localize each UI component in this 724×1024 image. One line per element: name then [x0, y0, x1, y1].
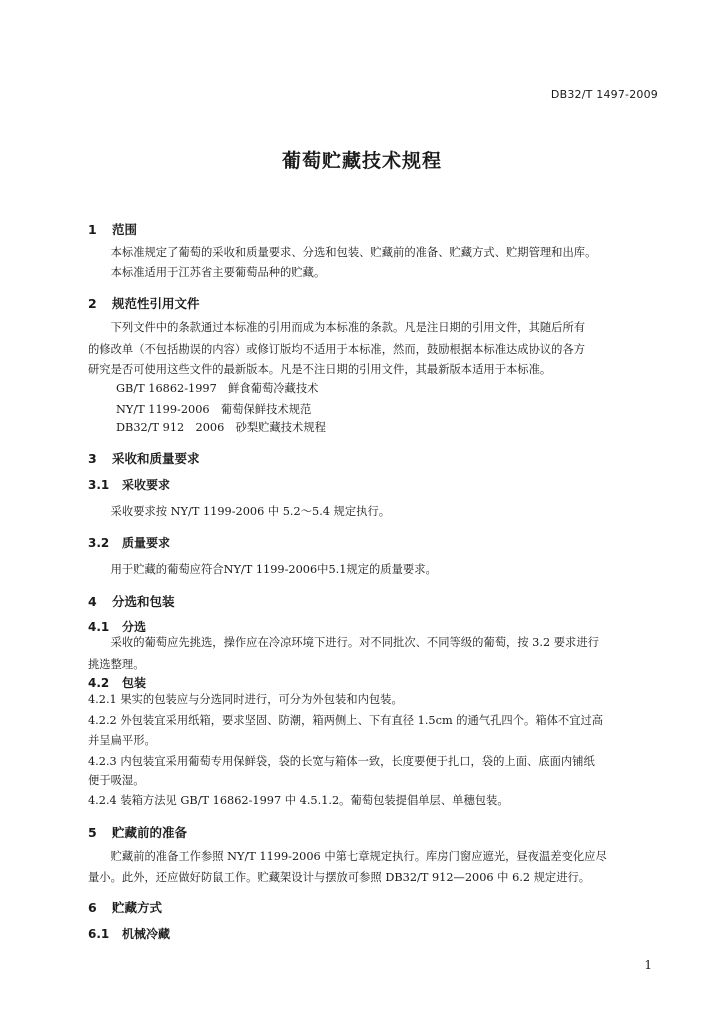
section-5-line-2: 量小。此外，还应做好防鼠工作。贮藏架设计与摆放可参照 DB32/T 912—2006 中 6.2 规定进行。: [88, 871, 591, 884]
clause-4-2-3-line-1: 4.2.3 内包装宜采用葡萄专用保鲜袋，袋的长宽与箱体一致，长度要便于扎口，袋的上面、底面内铺纸: [88, 755, 595, 768]
section-3-heading: 3 采收和质量要求: [88, 451, 200, 466]
section-2-heading: 2 规范性引用文件: [88, 296, 200, 311]
section-4-2-heading: 4.2 包装: [88, 676, 147, 690]
section-1-line-1: 本标准规定了葡萄的采收和质量要求、分选和包装、贮藏前的准备、贮藏方式、贮期管理和出库。: [88, 246, 597, 259]
standard-code: DB32/T 1497-2009: [550, 88, 658, 101]
normative-reference-3: DB32/T 912 2006 砂梨贮藏技术规程: [116, 421, 326, 434]
section-5-heading: 5 贮藏前的准备: [88, 825, 188, 840]
section-3-2-heading: 3.2 质量要求: [88, 536, 171, 550]
normative-reference-1: GB/T 16862-1997 鲜食葡萄冷藏技术: [116, 382, 319, 395]
section-5-line-1: 贮藏前的准备工作参照 NY/T 1199-2006 中第七章规定执行。库房门窗应遮光，昼夜温差变化应尽: [88, 850, 607, 863]
clause-4-2-3-line-2: 便于吸湿。: [88, 774, 145, 787]
section-3-2-text: 用于贮藏的葡萄应符合NY/T 1199-2006中5.1规定的质量要求。: [88, 563, 437, 576]
section-6-1-heading: 6.1 机械冷藏: [88, 927, 171, 941]
normative-reference-2: NY/T 1199-2006 葡萄保鲜技术规范: [116, 403, 312, 416]
section-3-1-heading: 3.1 采收要求: [88, 478, 171, 492]
section-2-line-3: 研究是否可使用这些文件的最新版本。凡是不注日期的引用文件，其最新版本适用于本标准。: [88, 363, 552, 376]
section-1-heading: 1 范围: [88, 222, 138, 237]
section-1-line-2: 本标准适用于江苏省主要葡萄品种的贮藏。: [88, 266, 326, 279]
section-3-1-text: 采收要求按 NY/T 1199-2006 中 5.2～5.4 规定执行。: [88, 505, 391, 518]
section-4-1-line-2: 挑选整理。: [88, 658, 145, 671]
section-6-heading: 6 贮藏方式: [88, 900, 163, 915]
page-number: 1: [644, 958, 652, 972]
section-4-1-heading: 4.1 分选: [88, 620, 147, 634]
clause-4-2-4: 4.2.4 装箱方法见 GB/T 16862-1997 中 4.5.1.2。葡萄包装提倡单层、单穗包装。: [88, 794, 509, 807]
clause-4-2-2-line-1: 4.2.2 外包装宜采用纸箱，要求坚固、防潮，箱两侧上、下有直径 1.5cm 的通气孔四个。箱体不宜过高: [88, 714, 604, 727]
clause-4-2-2-line-2: 并呈扁平形。: [88, 734, 156, 747]
section-2-line-1: 下列文件中的条款通过本标准的引用而成为本标准的条款。凡是注日期的引用文件，其随后所有: [88, 321, 586, 334]
clause-4-2-1: 4.2.1 果实的包装应与分选同时进行，可分为外包装和内包装。: [88, 693, 403, 706]
document-title: 葡萄贮藏技术规程: [281, 150, 442, 172]
section-2-line-2: 的修改单（不包括勘误的内容）或修订版均不适用于本标准，然而，鼓励根据本标准达成协议的各方: [88, 343, 586, 356]
section-4-heading: 4 分选和包装: [88, 594, 175, 609]
section-4-1-line-1: 采收的葡萄应先挑选，操作应在冷凉环境下进行。对不同批次、不同等级的葡萄，按 3.2 要求进行: [88, 636, 599, 649]
